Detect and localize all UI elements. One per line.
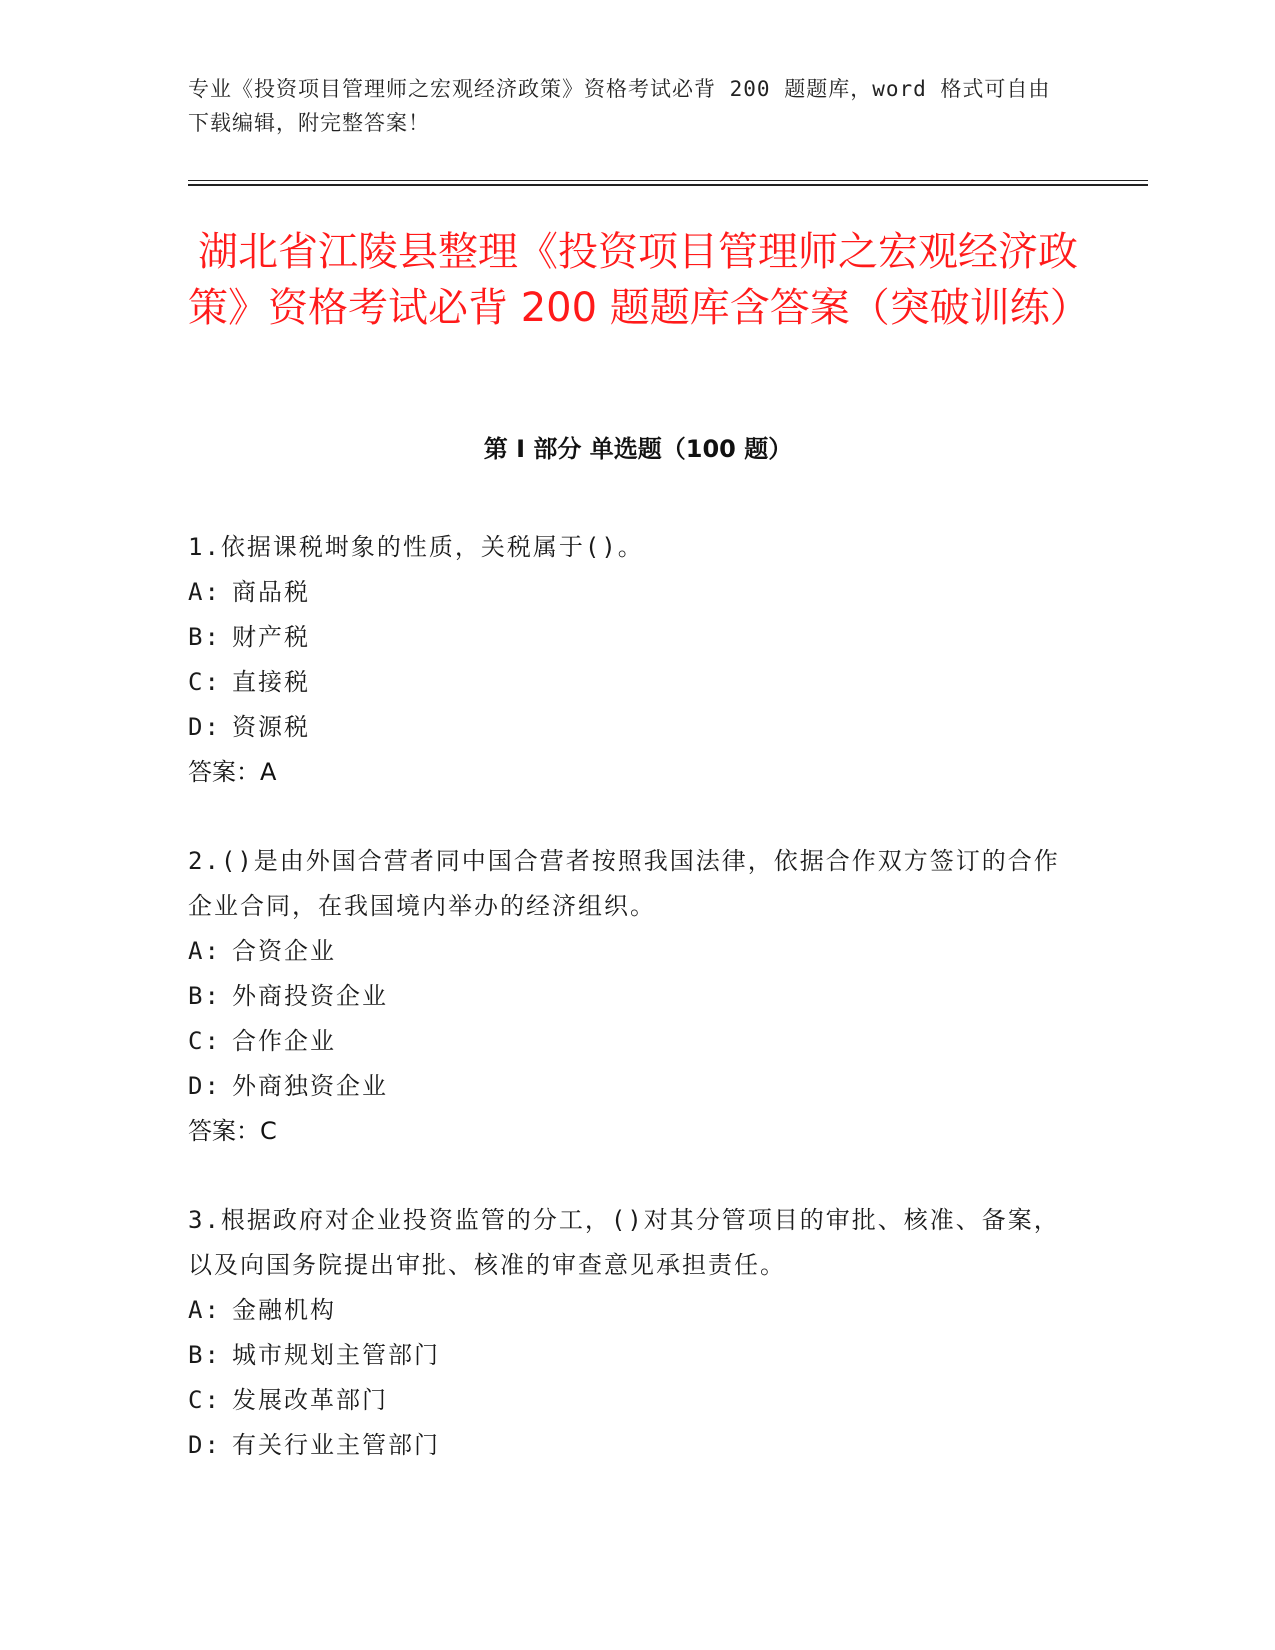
header-note: 专业《投资项目管理师之宏观经济政策》资格考试必背 200 题题库，word 格式可自由下载编辑，附完整答案！: [188, 77, 1051, 135]
question-1: [188, 525, 1068, 795]
option-letter: A:: [188, 578, 221, 606]
option-b: [188, 1333, 1068, 1378]
option-letter: C:: [188, 668, 221, 696]
answer-line: 答案：C: [188, 1117, 277, 1145]
option-d: [188, 705, 1068, 750]
option-letter: C:: [188, 1386, 221, 1414]
option-letter: B:: [188, 623, 221, 651]
option-letter: D:: [188, 713, 221, 741]
option-letter: C:: [188, 1027, 221, 1055]
answer-line: 答案：A: [188, 758, 277, 786]
header-divider-thin: [188, 180, 1148, 181]
option-letter: B:: [188, 982, 221, 1010]
option-letter: A:: [188, 937, 221, 965]
option-c: [188, 1378, 1068, 1423]
option-d: [188, 1064, 1068, 1109]
option-c: [188, 1019, 1068, 1064]
option-d: [188, 1423, 1068, 1468]
question-stem: 3.根据政府对企业投资监管的分工，()对其分管项目的审批、核准、备案，以及向国务院提出审批、核准的审查意见承担责任。: [188, 1206, 1060, 1279]
option-text: 商品税: [232, 578, 310, 606]
option-text: 合资企业: [232, 937, 336, 965]
option-letter: D:: [188, 1072, 221, 1100]
option-letter: A:: [188, 1296, 221, 1324]
option-a: [188, 1288, 1068, 1333]
header-divider-thick: [188, 184, 1148, 186]
option-text: 金融机构: [232, 1296, 336, 1324]
option-c: [188, 660, 1068, 705]
option-a: [188, 929, 1068, 974]
option-letter: D:: [188, 1431, 221, 1459]
option-text: 城市规划主管部门: [232, 1341, 440, 1369]
question-stem: 2.()是由外国合营者同中国合营者按照我国法律，依据合作双方签订的合作企业合同，在我国境内举办的经济组织。: [188, 847, 1060, 920]
section-title: 第 I 部分 单选题（100 题）: [483, 435, 793, 463]
option-text: 发展改革部门: [232, 1386, 388, 1414]
question-3: [188, 1198, 1068, 1468]
option-text: 外商投资企业: [232, 982, 388, 1010]
option-text: 直接税: [232, 668, 310, 696]
option-letter: B:: [188, 1341, 221, 1369]
option-b: [188, 615, 1068, 660]
option-text: 资源税: [232, 713, 310, 741]
question-stem: 1.依据课税埘象的性质，关税属于()。: [188, 533, 644, 561]
option-a: [188, 570, 1068, 615]
document-title: 湖北省江陵县整理《投资项目管理师之宏观经济政策》资格考试必背 200 题题库含答案（突破训练）: [188, 229, 1090, 331]
question-2: [188, 839, 1068, 1154]
option-text: 外商独资企业: [232, 1072, 388, 1100]
option-text: 财产税: [232, 623, 310, 651]
option-text: 合作企业: [232, 1027, 336, 1055]
option-b: [188, 974, 1068, 1019]
option-text: 有关行业主管部门: [232, 1431, 440, 1459]
question-list: [188, 525, 1068, 1512]
